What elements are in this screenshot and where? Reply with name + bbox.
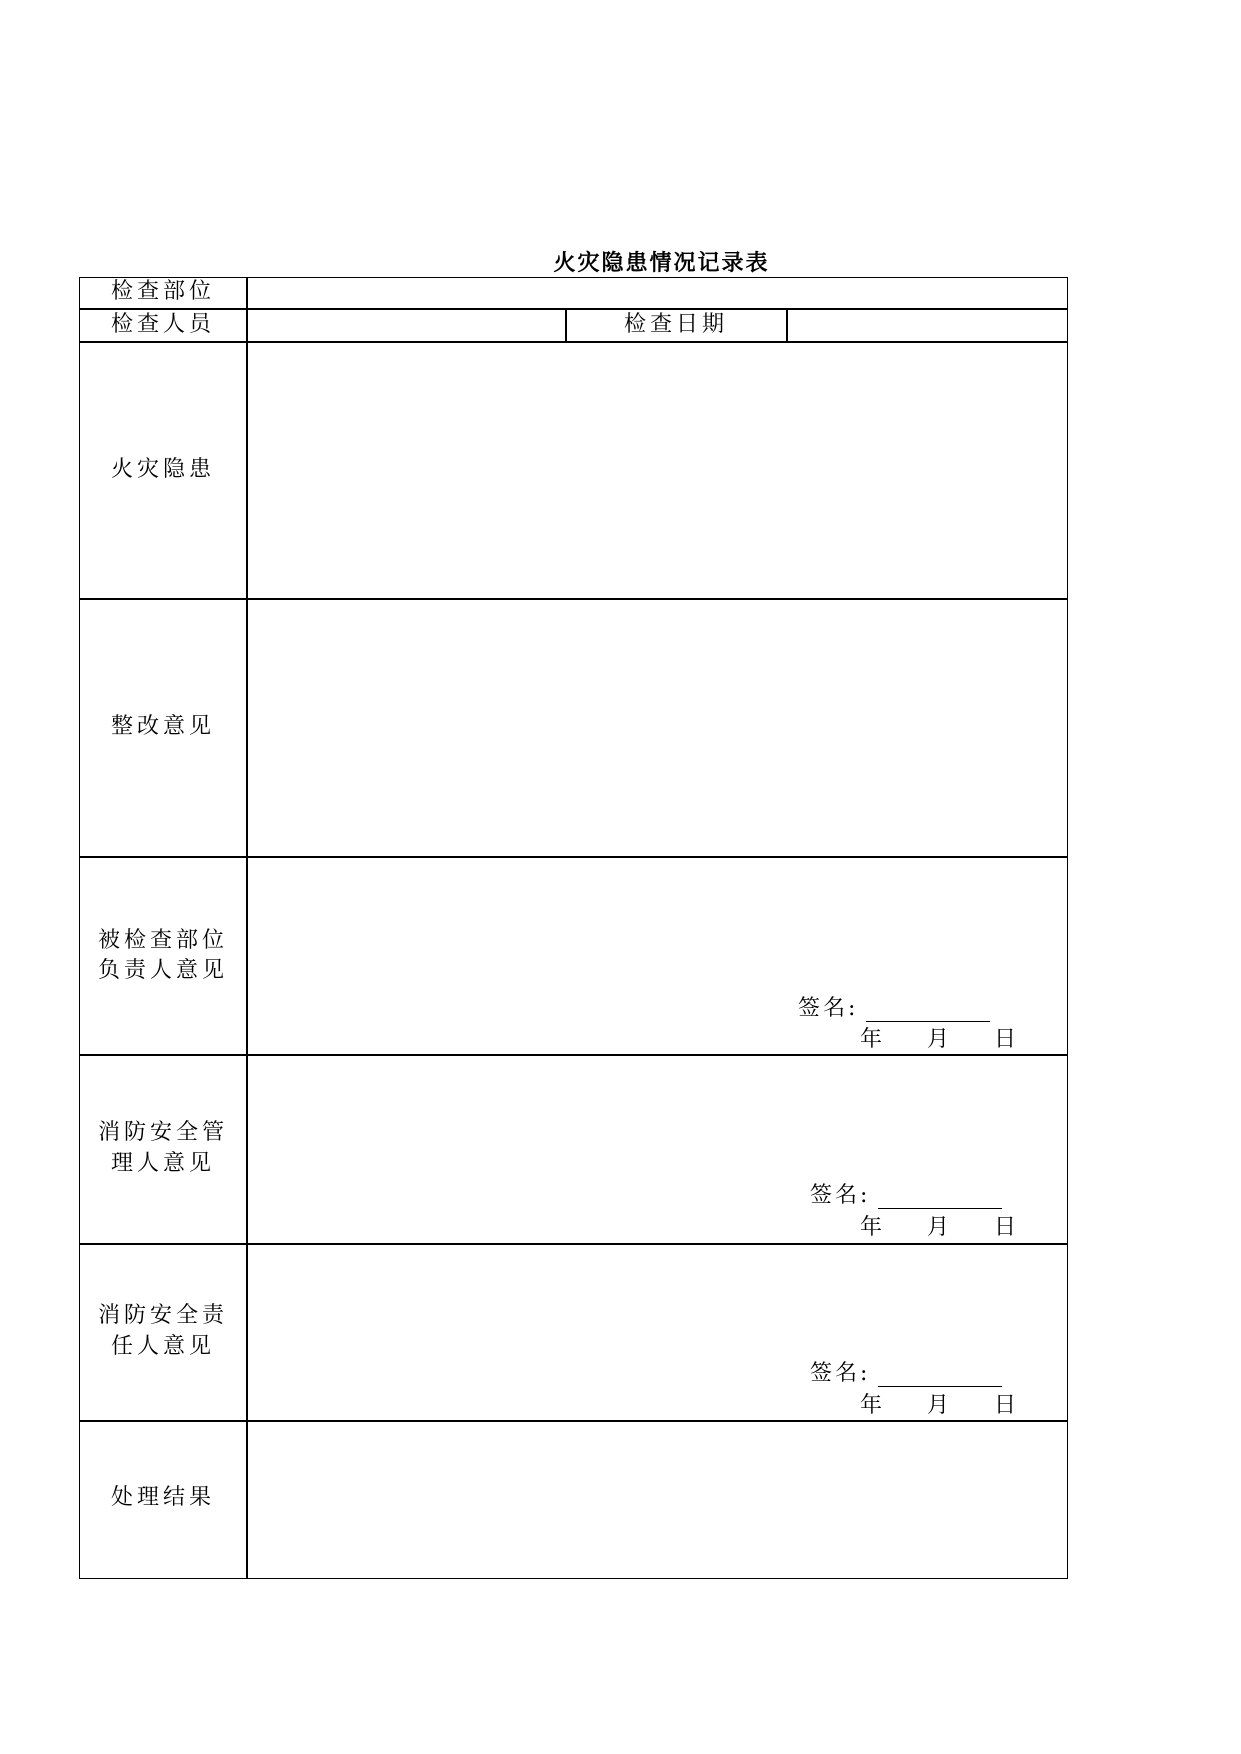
fire-hazard-field[interactable] (248, 343, 1066, 597)
signature-label: 签名: (810, 1361, 871, 1386)
dept-head-opinion-label-line2: 负责人意见 (97, 958, 228, 983)
month-label: 月 (927, 1393, 950, 1418)
day-label: 日 (994, 1215, 1017, 1240)
dept-head-date (860, 1022, 1016, 1053)
result-field[interactable] (248, 1422, 1066, 1577)
inspection-date-label: 检查日期 (623, 312, 728, 337)
fire-manager-opinion-label-line2: 理人意见 (110, 1151, 215, 1176)
signature-field[interactable] (878, 1184, 1002, 1209)
signature-label: 签名: (798, 996, 859, 1021)
inspection-date-field[interactable] (788, 310, 1066, 340)
inspector-field[interactable] (248, 310, 564, 340)
year-label: 年 (860, 1027, 883, 1052)
inspected-dept-field[interactable] (248, 279, 1066, 308)
rectification-label: 整改意见 (110, 714, 215, 739)
signature-field[interactable] (878, 1362, 1002, 1387)
dept-head-opinion-label-line1: 被检查部位 (97, 928, 228, 953)
month-label: 月 (927, 1027, 950, 1052)
fire-responsible-opinion-label-line1: 消防安全责 (97, 1303, 228, 1328)
signature-label: 签名: (810, 1183, 871, 1208)
fire-manager-opinion-label-line1: 消防安全管 (97, 1120, 228, 1145)
fire-responsible-opinion-field[interactable] (248, 1245, 1066, 1355)
year-label: 年 (860, 1393, 883, 1418)
day-label: 日 (994, 1027, 1017, 1052)
document-title: 火灾隐患情况记录表 (553, 250, 770, 276)
fire-responsible-date (860, 1388, 1016, 1419)
fire-responsible-opinion-label-line2: 任人意见 (110, 1334, 215, 1359)
inspected-dept-label: 检查部位 (110, 279, 215, 304)
day-label: 日 (994, 1393, 1017, 1418)
fire-manager-date (860, 1210, 1016, 1241)
dept-head-signature (798, 991, 990, 1022)
signature-field[interactable] (866, 997, 990, 1022)
fire-hazard-label: 火灾隐患 (110, 457, 215, 482)
fire-responsible-signature (810, 1356, 1002, 1387)
rectification-field[interactable] (248, 600, 1066, 855)
inspector-label: 检查人员 (110, 312, 215, 337)
fire-manager-signature (810, 1178, 1002, 1209)
fire-manager-opinion-field[interactable] (248, 1056, 1066, 1176)
month-label: 月 (927, 1215, 950, 1240)
dept-head-opinion-field[interactable] (248, 858, 1066, 988)
result-label: 处理结果 (110, 1485, 215, 1510)
year-label: 年 (860, 1215, 883, 1240)
